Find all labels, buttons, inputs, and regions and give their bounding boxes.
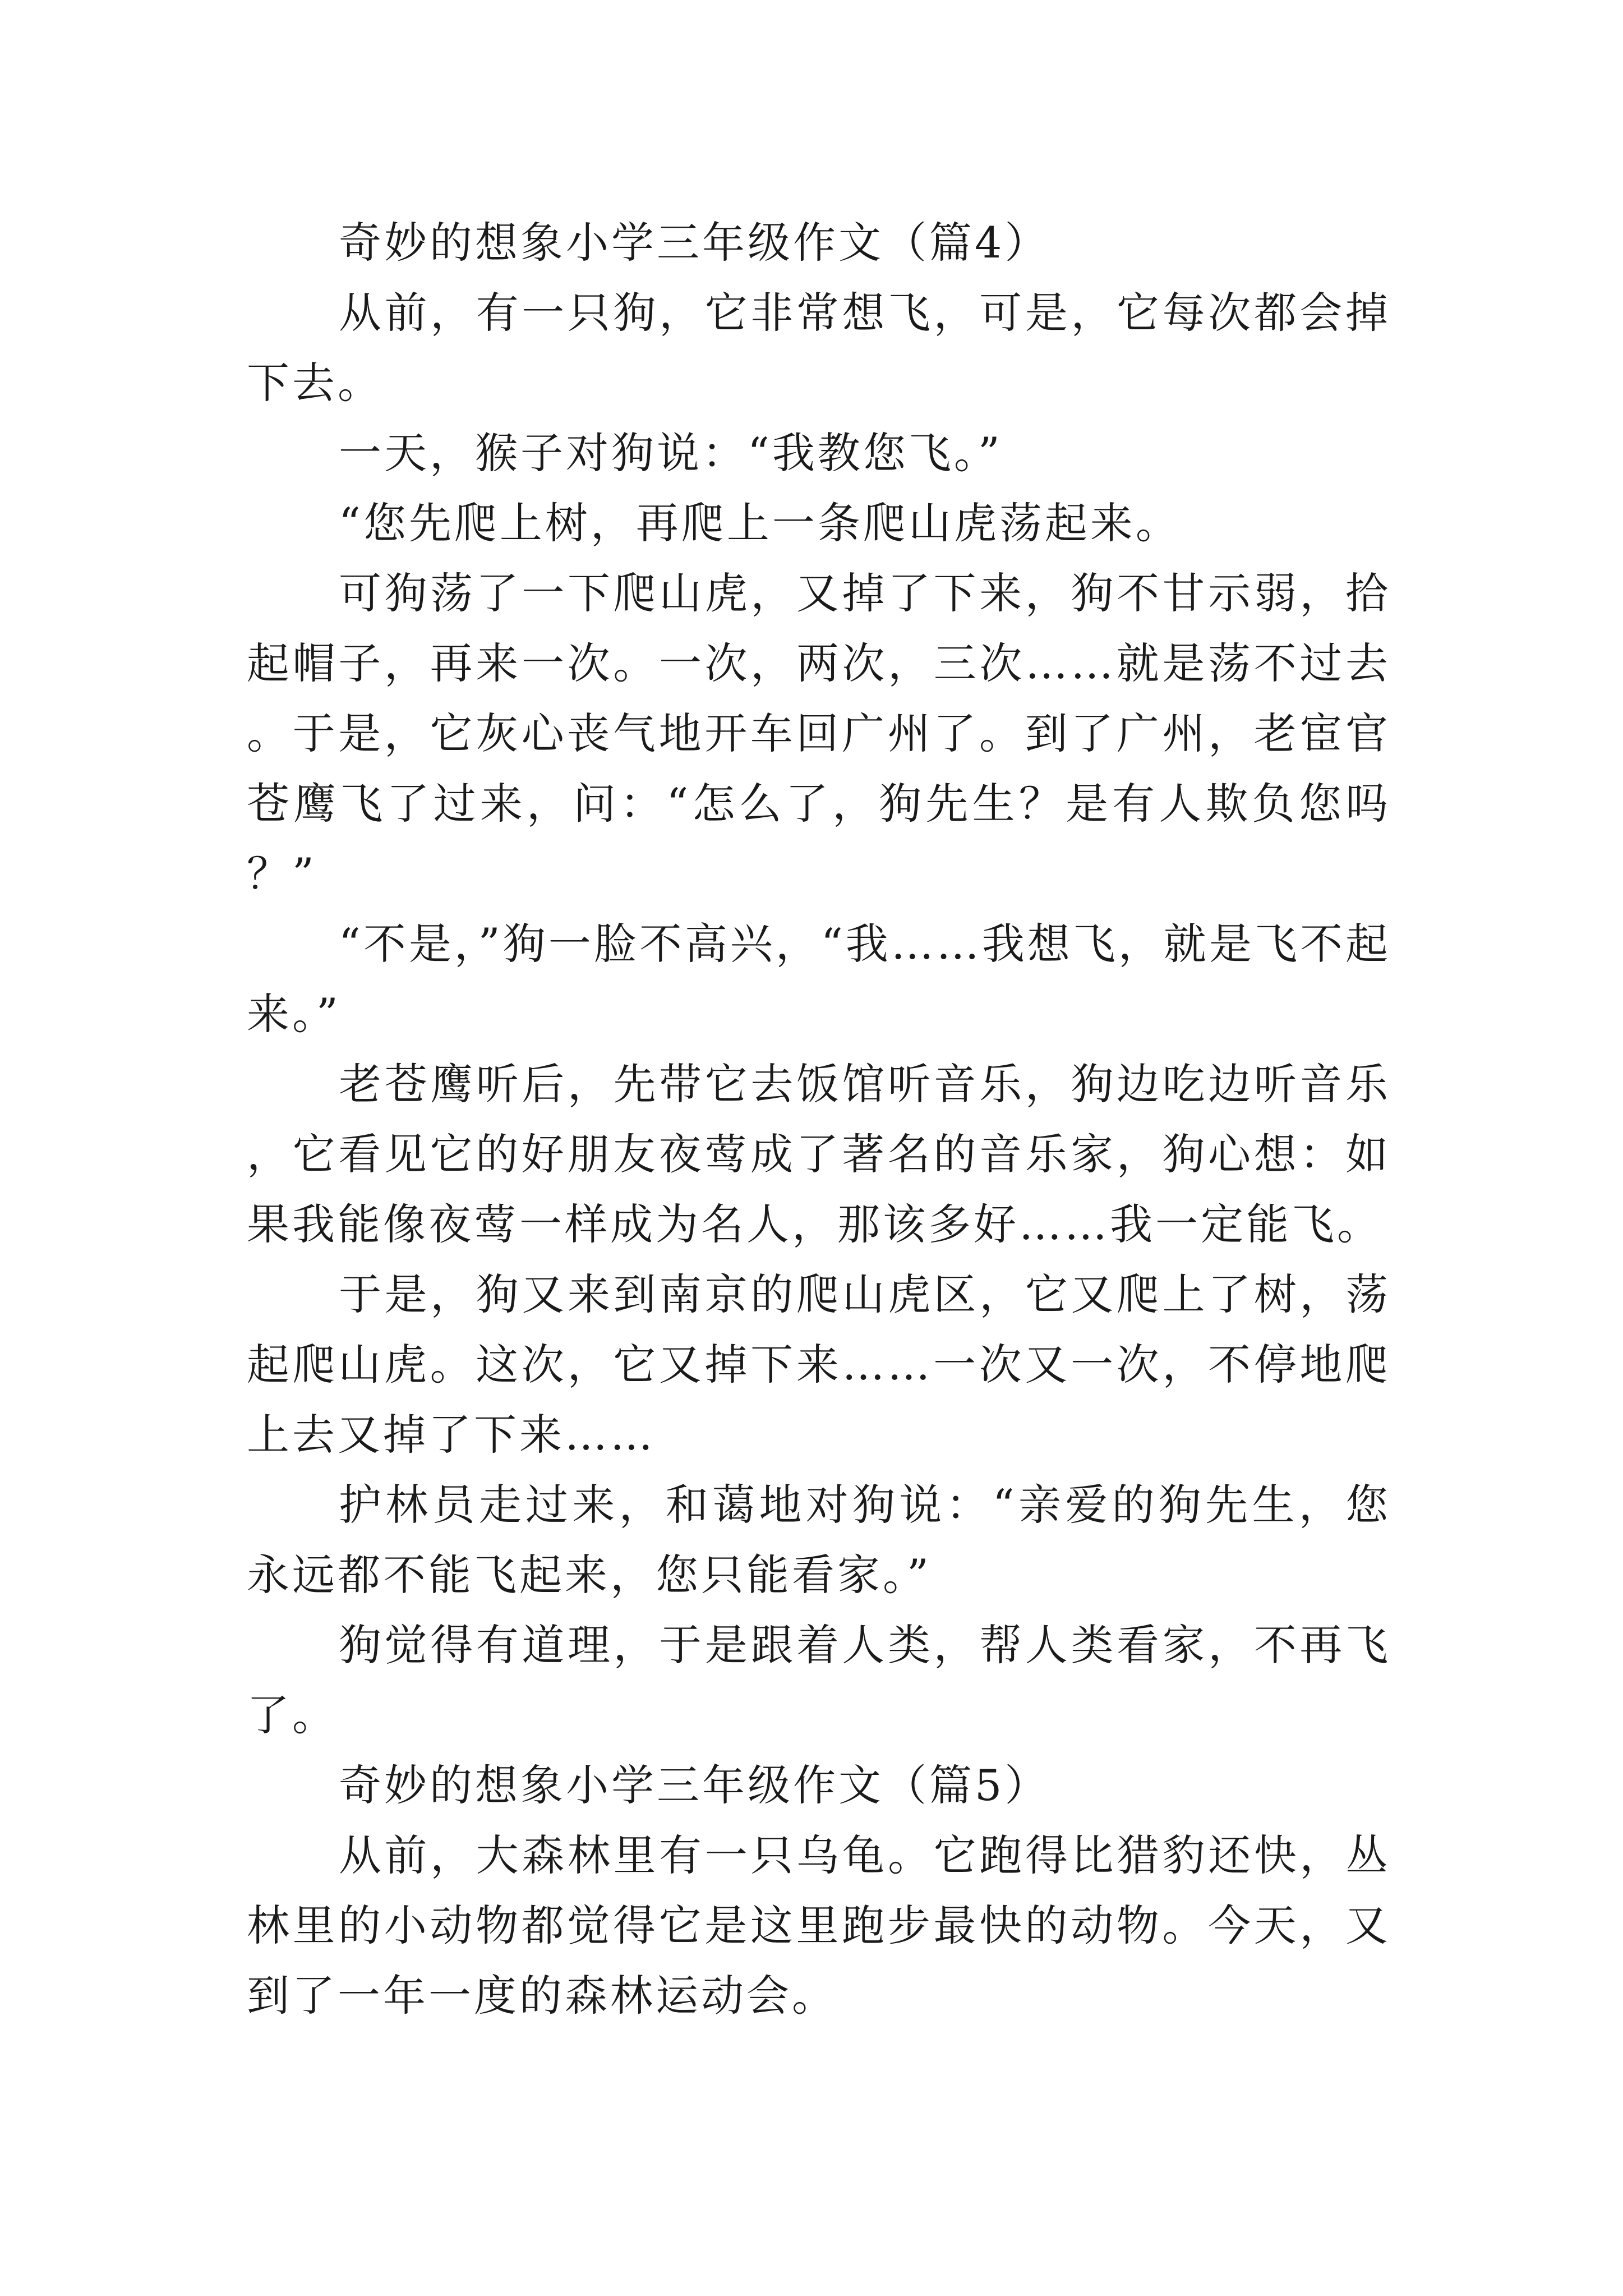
paragraph: 从前，大森林里有一只乌龟。它跑得比猎豹还快，丛林里的小动物都觉得它是这里跑步最快的动物。今天，又到了一年一度的森林运动会。 [247, 1830, 1391, 2021]
paragraph: 可狗荡了一下爬山虎，又掉了下来，狗不甘示弱，拾起帽子，再来一次。一次，两次，三次……就是荡不过去。于是，它灰心丧气地开车回广州了。到了广州，老宦官苍鹰飞了过来，问：“怎么了，狗先生？是有人欺负您吗？” [247, 568, 1391, 899]
essay-title-4: 奇妙的想象小学三年级作文（篇4） [339, 218, 1050, 268]
document-body [247, 208, 1391, 2031]
essay-title-5: 奇妙的想象小学三年级作文（篇5） [339, 1760, 1050, 1810]
paragraph: 护林员走过来，和蔼地对狗说：“亲爱的狗先生，您永远都不能飞起来，您只能看家。” [247, 1480, 1391, 1600]
paragraph: 从前，有一只狗，它非常想飞，可是，它每次都会掉下去。 [247, 288, 1391, 408]
paragraph: “不是，”狗一脸不高兴，“我……我想飞，就是飞不起来。” [247, 919, 1391, 1039]
paragraph: “您先爬上树，再爬上一条爬山虎荡起来。 [339, 498, 1181, 548]
paragraph: 老苍鹰听后，先带它去饭馆听音乐，狗边吃边听音乐，它看见它的好朋友夜莺成了著名的音乐家，狗心想：如果我能像夜莺一样成为名人，那该多好……我一定能飞。 [247, 1059, 1391, 1249]
paragraph: 一天，猴子对狗说：“我教您飞。” [339, 428, 1003, 478]
paragraph: 于是，狗又来到南京的爬山虎区，它又爬上了树，荡起爬山虎。这次，它又掉下来……一次又一次，不停地爬上去又掉了下来…… [247, 1269, 1391, 1460]
paragraph: 狗觉得有道理，于是跟着人类，帮人类看家，不再飞了。 [247, 1620, 1391, 1740]
